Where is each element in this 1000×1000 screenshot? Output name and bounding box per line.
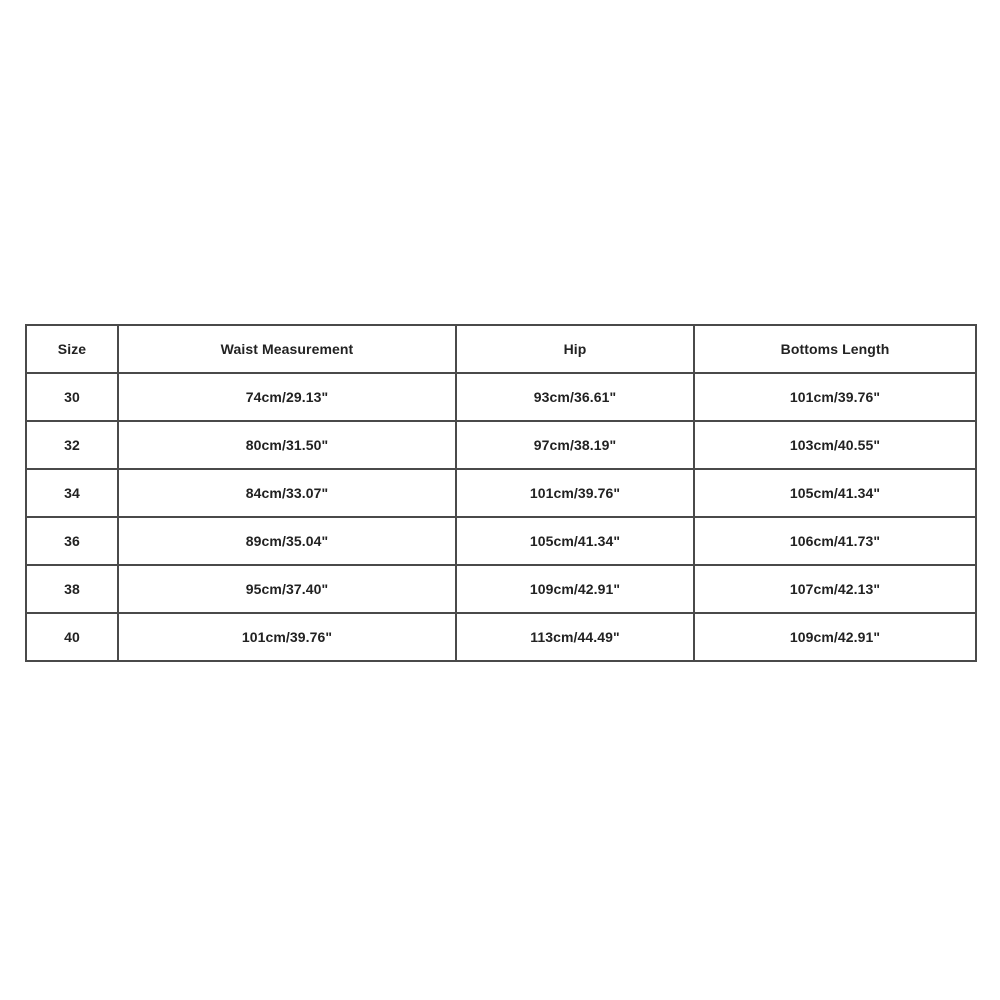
table-header-row bbox=[26, 325, 976, 373]
table-row bbox=[26, 469, 976, 517]
cell-bottoms-length: 101cm/39.76" bbox=[694, 373, 976, 421]
cell-hip: 109cm/42.91" bbox=[456, 565, 694, 613]
cell-size: 34 bbox=[26, 469, 118, 517]
cell-waist: 74cm/29.13" bbox=[118, 373, 456, 421]
table-row bbox=[26, 613, 976, 661]
cell-waist: 95cm/37.40" bbox=[118, 565, 456, 613]
cell-hip: 105cm/41.34" bbox=[456, 517, 694, 565]
cell-size: 36 bbox=[26, 517, 118, 565]
table-row bbox=[26, 421, 976, 469]
cell-size: 32 bbox=[26, 421, 118, 469]
header-size: Size bbox=[26, 325, 118, 373]
table-row bbox=[26, 517, 976, 565]
header-hip: Hip bbox=[456, 325, 694, 373]
cell-bottoms-length: 106cm/41.73" bbox=[694, 517, 976, 565]
cell-size: 38 bbox=[26, 565, 118, 613]
cell-hip: 97cm/38.19" bbox=[456, 421, 694, 469]
cell-hip: 113cm/44.49" bbox=[456, 613, 694, 661]
cell-bottoms-length: 105cm/41.34" bbox=[694, 469, 976, 517]
cell-bottoms-length: 109cm/42.91" bbox=[694, 613, 976, 661]
size-chart-table bbox=[25, 324, 977, 662]
table-row bbox=[26, 565, 976, 613]
cell-waist: 89cm/35.04" bbox=[118, 517, 456, 565]
cell-waist: 80cm/31.50" bbox=[118, 421, 456, 469]
cell-size: 30 bbox=[26, 373, 118, 421]
cell-size: 40 bbox=[26, 613, 118, 661]
header-bottoms-length: Bottoms Length bbox=[694, 325, 976, 373]
header-waist-measurement: Waist Measurement bbox=[118, 325, 456, 373]
table-row bbox=[26, 373, 976, 421]
cell-waist: 84cm/33.07" bbox=[118, 469, 456, 517]
cell-hip: 93cm/36.61" bbox=[456, 373, 694, 421]
cell-bottoms-length: 107cm/42.13" bbox=[694, 565, 976, 613]
cell-waist: 101cm/39.76" bbox=[118, 613, 456, 661]
cell-bottoms-length: 103cm/40.55" bbox=[694, 421, 976, 469]
cell-hip: 101cm/39.76" bbox=[456, 469, 694, 517]
